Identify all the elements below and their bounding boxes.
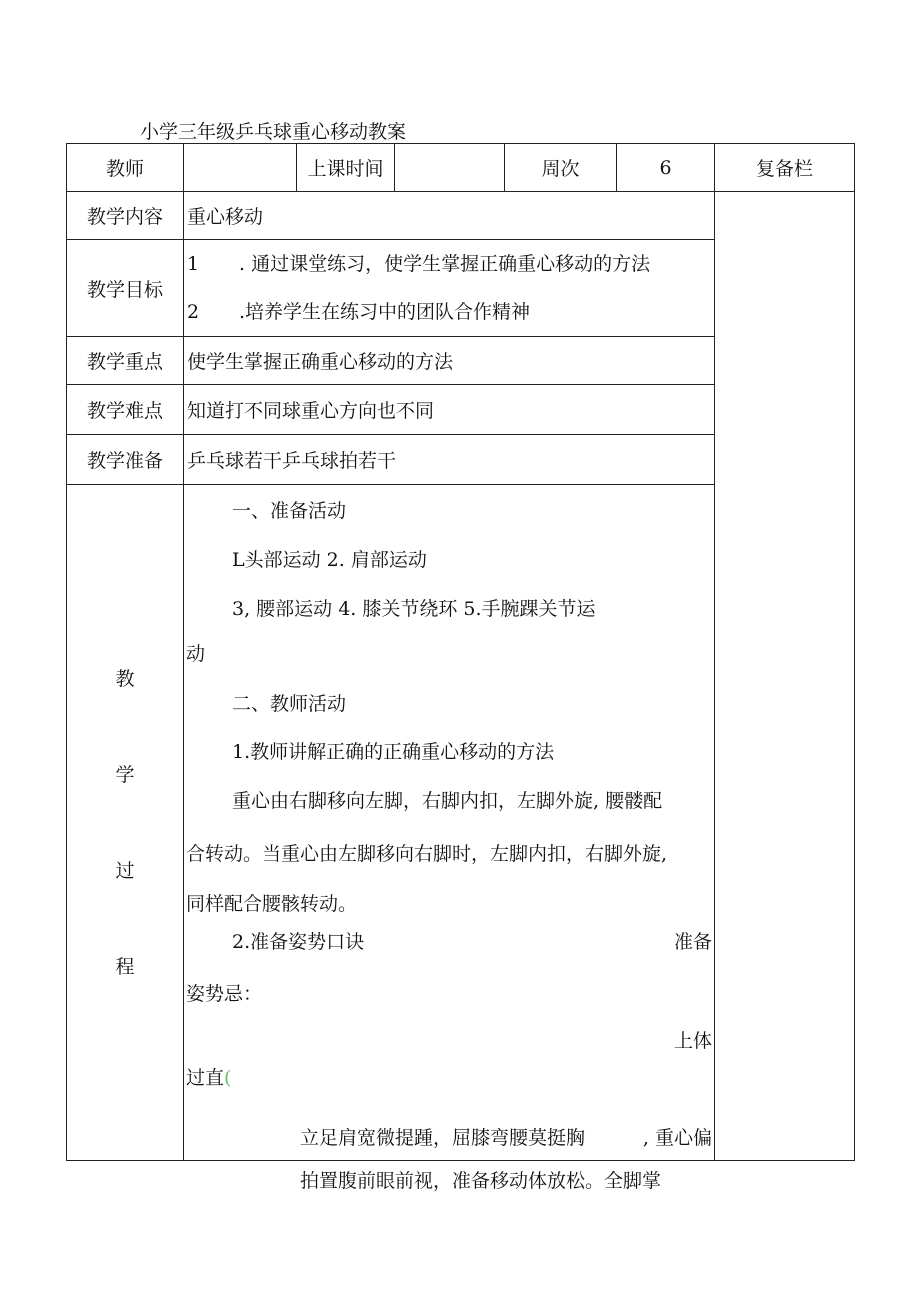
process-line: 动 — [186, 643, 206, 665]
lesson-plan-table — [66, 143, 855, 1161]
header-row — [67, 144, 855, 192]
green-bracket-mark: ( — [224, 1067, 232, 1089]
preparation-value: 乒乓球若干乒乓球拍若干 — [184, 435, 715, 485]
process-label: 教 学 过 程 — [67, 485, 184, 1161]
difficulty-label: 教学难点 — [67, 385, 184, 435]
process-line: 1.教师讲解正确的正确重心移动的方法 — [232, 741, 555, 763]
review-column — [715, 192, 855, 1161]
preparation-label: 教学准备 — [67, 435, 184, 485]
goal-item: 2 .培养学生在练习中的团队合作精神 — [187, 301, 531, 323]
content-label: 教学内容 — [67, 192, 184, 240]
process-line: , 重心偏 — [642, 1127, 712, 1149]
content-row — [67, 192, 855, 240]
overflow-text-line: 拍置腹前眼前视，准备移动体放松。全脚掌 — [300, 1170, 662, 1192]
teacher-label: 教师 — [67, 144, 184, 192]
content-value: 重心移动 — [184, 192, 715, 240]
process-line: 3, 腰部运动 4. 膝关节绕环 5.手腕踝关节运 — [232, 598, 596, 620]
process-line: 2.准备姿势口诀 — [232, 931, 365, 953]
review-column-label: 复备栏 — [715, 144, 855, 192]
week-value: 6 — [617, 144, 715, 192]
process-line: 合转动。当重心由左脚移向右脚时，左脚内扣，右脚外旋, — [186, 843, 668, 865]
goal-item: 1 . 通过课堂练习，使学生掌握正确重心移动的方法 — [187, 253, 651, 275]
process-line: 重心由右脚移向左脚，右脚内扣，左脚外旋, 腰髅配 — [232, 790, 663, 812]
process-line: 同样配合腰骸转动。 — [186, 893, 358, 915]
goals-list — [184, 240, 715, 337]
process-line: L头部运动 2. 肩部运动 — [232, 549, 427, 571]
key-point-label: 教学重点 — [67, 337, 184, 385]
process-line: 上体 — [673, 1030, 712, 1052]
process-line: 准备 — [673, 931, 712, 953]
process-line: 二、教师活动 — [232, 693, 347, 715]
document-title: 小学三年级乒乓球重心移动教案 — [140, 121, 407, 143]
teacher-value — [184, 144, 297, 192]
key-point-value: 使学生掌握正确重心移动的方法 — [184, 337, 715, 385]
process-line: 一、准备活动 — [232, 500, 347, 522]
process-line: 过直( — [186, 1067, 232, 1089]
goals-label: 教学目标 — [67, 240, 184, 337]
class-time-value — [395, 144, 505, 192]
process-content — [184, 485, 715, 1161]
week-label: 周次 — [505, 144, 617, 192]
class-time-label: 上课时间 — [297, 144, 395, 192]
process-line: 立足肩宽微提踵，屈膝弯腰莫挺胸 — [300, 1127, 586, 1149]
process-line: 姿势忌： — [186, 983, 263, 1005]
difficulty-value: 知道打不同球重心方向也不同 — [184, 385, 715, 435]
